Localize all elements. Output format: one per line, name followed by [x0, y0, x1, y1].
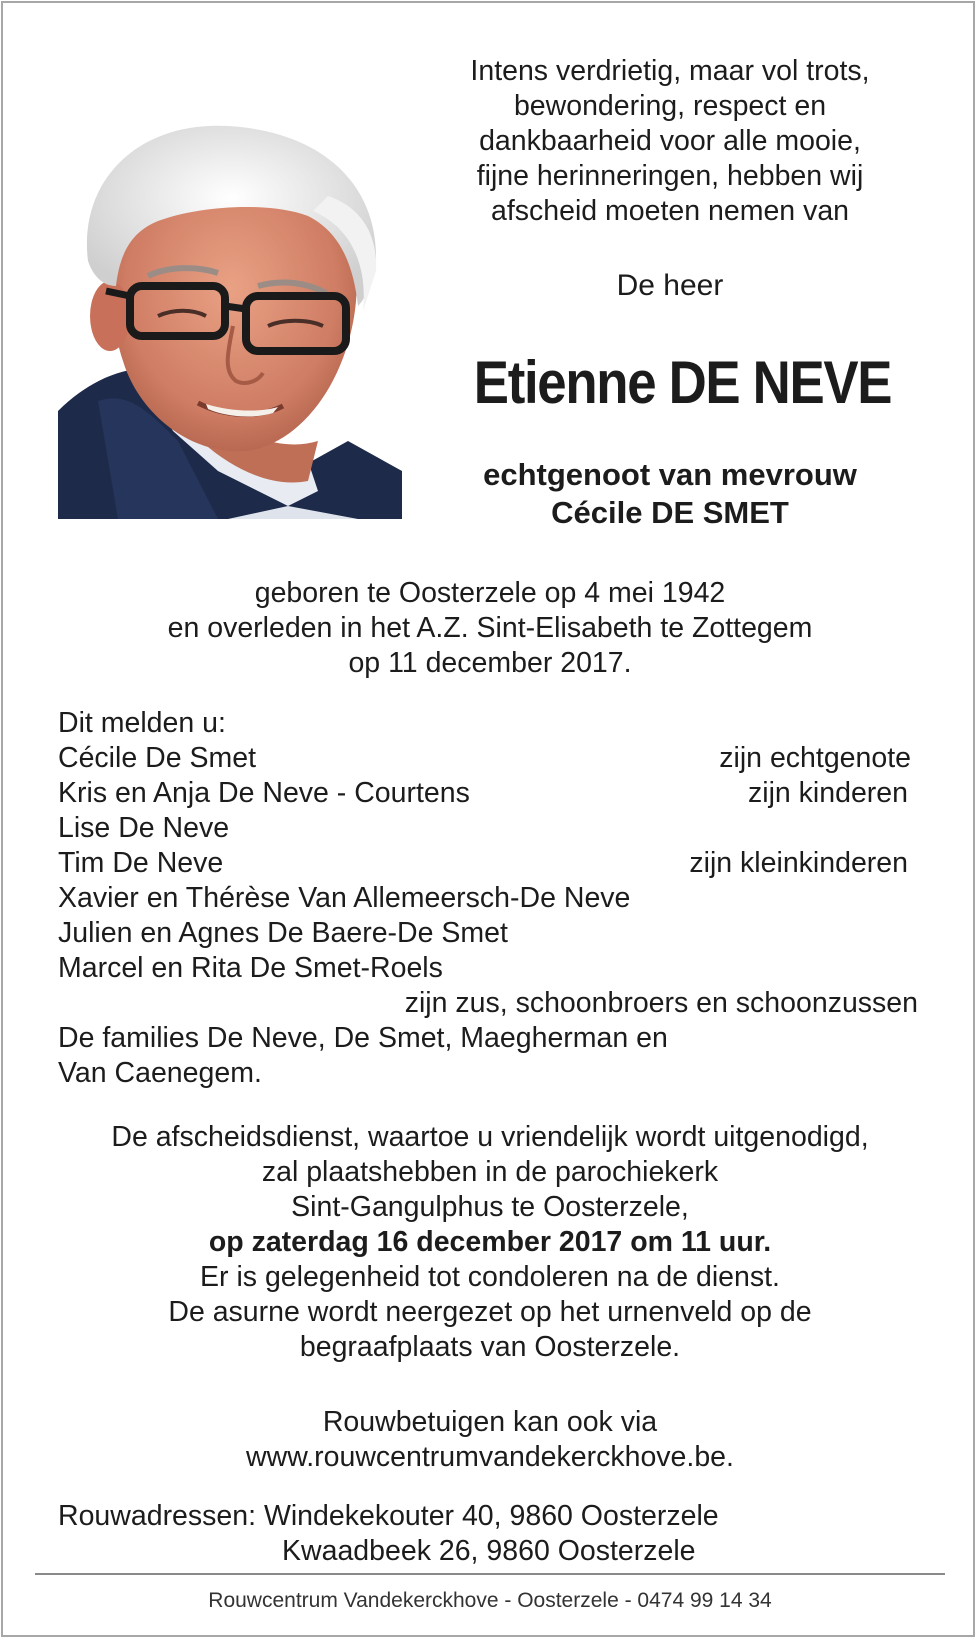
- family-name: Lise De Neve: [58, 812, 230, 844]
- families-line: Van Caenegem.: [58, 1057, 262, 1089]
- family-name: Marcel en Rita De Smet-Roels: [58, 952, 443, 984]
- intro-line: dankbaarheid voor alle mooie,: [479, 125, 861, 157]
- family-relation: zijn kinderen: [747, 777, 908, 809]
- death-line: en overleden in het A.Z. Sint-Elisabeth te Zottegem: [167, 612, 813, 644]
- announcement-heading: Dit melden u:: [58, 707, 226, 739]
- service-line: De afscheidsdienst, waartoe u vriendelijk wordt uitgenodigd,: [111, 1121, 869, 1153]
- service-line: begraafplaats van Oosterzele.: [299, 1331, 681, 1363]
- service-block: [0, 1120, 980, 1365]
- service-line: Sint-Gangulphus te Oosterzele,: [291, 1191, 689, 1223]
- family-relation: zijn zus, schoonbroers en schoonzussen: [404, 987, 918, 1019]
- intro-line: afscheid moeten nemen van: [490, 195, 850, 227]
- intro-text: [420, 54, 920, 229]
- birth-death-block: [0, 576, 980, 681]
- service-line: zal plaatshebben in de parochiekerk: [261, 1156, 719, 1188]
- intro-line: bewondering, respect en: [513, 90, 827, 122]
- intro-line: Intens verdrietig, maar vol trots,: [470, 55, 870, 87]
- family-name: Kris en Anja De Neve - Courtens: [58, 777, 470, 809]
- mourning-address: Kwaadbeek 26, 9860 Oosterzele: [282, 1535, 696, 1567]
- spouse-name: Cécile DE SMET: [551, 495, 789, 530]
- spouse-line: echtgenoot van mevrouw: [483, 457, 857, 492]
- family-relation: zijn echtgenote: [719, 742, 911, 774]
- intro-line: fijne herinneringen, hebben wij: [476, 160, 864, 192]
- family-name: Tim De Neve: [58, 847, 224, 879]
- family-name: Julien en Agnes De Baere-De Smet: [58, 917, 508, 949]
- service-line: Er is gelegenheid tot condoleren na de dienst.: [200, 1261, 780, 1293]
- service-line: De asurne wordt neergezet op het urnenveld op de: [168, 1296, 812, 1328]
- divider: [35, 1573, 945, 1575]
- families-line: De families De Neve, De Smet, Maegherman en: [58, 1022, 668, 1054]
- deceased-name: Etienne DE NEVE: [473, 349, 892, 416]
- honorific: De heer: [616, 269, 724, 302]
- condolences-line: Rouwbetuigen kan ook via: [322, 1406, 658, 1438]
- spouse-block: [420, 456, 920, 532]
- family-name: Cécile De Smet: [58, 742, 256, 774]
- condolences-block: [0, 1405, 980, 1475]
- mourning-address: Rouwadressen: Windekekouter 40, 9860 Oosterzele: [58, 1500, 719, 1532]
- family-name: Xavier en Thérèse Van Allemeersch-De Neve: [58, 882, 631, 914]
- footer: Rouwcentrum Vandekerckhove - Oosterzele - 0474 99 14 34: [208, 1589, 772, 1612]
- service-datetime: op zaterdag 16 december 2017 om 11 uur.: [208, 1226, 772, 1258]
- death-date-line: op 11 december 2017.: [348, 647, 632, 679]
- condolences-website[interactable]: www.rouwcentrumvandekerckhove.be.: [246, 1441, 734, 1473]
- birth-line: geboren te Oosterzele op 4 mei 1942: [254, 577, 726, 609]
- portrait-photo: [58, 111, 402, 519]
- family-relation: zijn kleinkinderen: [689, 847, 908, 879]
